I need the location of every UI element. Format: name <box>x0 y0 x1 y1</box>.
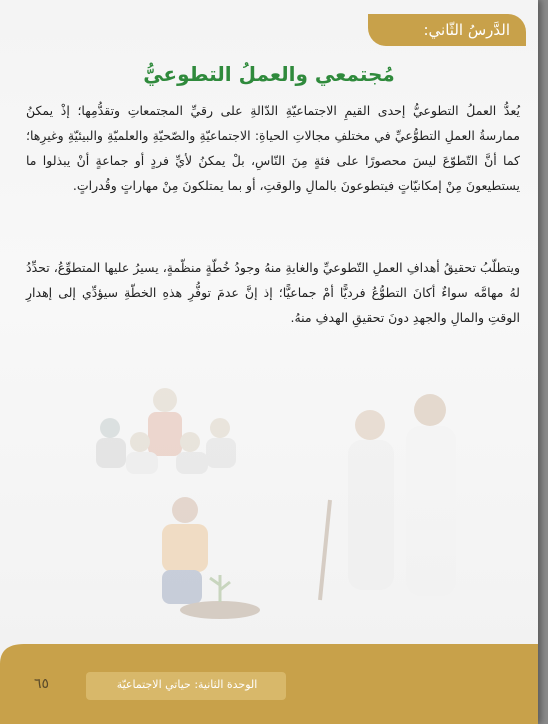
paragraph-1: يُعدُّ العملُ التطوعيُّ إحدى القيمِ الاجتماعيّةِ الدّالةِ على رقيِّ المجتمعاتِ وتقدُّمِها؛ إذْ يمكنُ ممارسةُ العملِ التطوُّعيِّ في مختلفِ مجالاتِ الحياةِ: الاجتماعيّةِ والصّحيّةِ والعلميّةِ والبيئيّةِ وغيرِها؛ كما أنَّ التّطوّعَ ليسَ محصورًا على فئةٍ مِنَ النّاسِ، بلْ يمكنُ لأيِّ فردٍ أو جماعةٍ أنْ يبذلوا ما يستطيعونَ مِنْ إمكانيّاتٍ فيتطوعونَ بالمالِ والوقتِ، أو بما يمتلكونَ مِنْ مهاراتٍ وقُدراتٍ. <box>26 103 520 193</box>
lesson-header-tab <box>368 14 526 46</box>
lesson-label: الدَّرسُ الثّاني: <box>423 21 510 39</box>
page-title: مُجتمعي والعملُ التطوعيُّ <box>143 62 395 86</box>
reading-group-figure <box>96 388 236 474</box>
elderly-men-figure <box>320 394 456 600</box>
page-number: ٦٥ <box>34 676 50 692</box>
planting-figure <box>162 497 260 619</box>
paragraph-2: ويتطلّبُ تحقيقُ أهدافِ العملِ التّطوعيِّ والغايةِ منهُ وجودُ خُطّةٍ منظّمةٍ، يسيرُ عليها المتطوِّعُ، تحدِّدُ لهُ مهامَّه سواءٌ أكانَ التطوُّعُ فرديًّا أمْ جماعيًّا؛ إذ إنَّ عدمَ توفُّرِ هذهِ الخطّةِ سيؤدِّي إلى إهدارِ الوقتِ والمالِ والجهدِ دونَ تحقيقِ الهدفِ منهُ. <box>26 260 520 325</box>
unit-label: الوحدة الثانية: حياتي الاجتماعيّة <box>116 678 258 691</box>
volunteering-illustration <box>70 370 510 630</box>
